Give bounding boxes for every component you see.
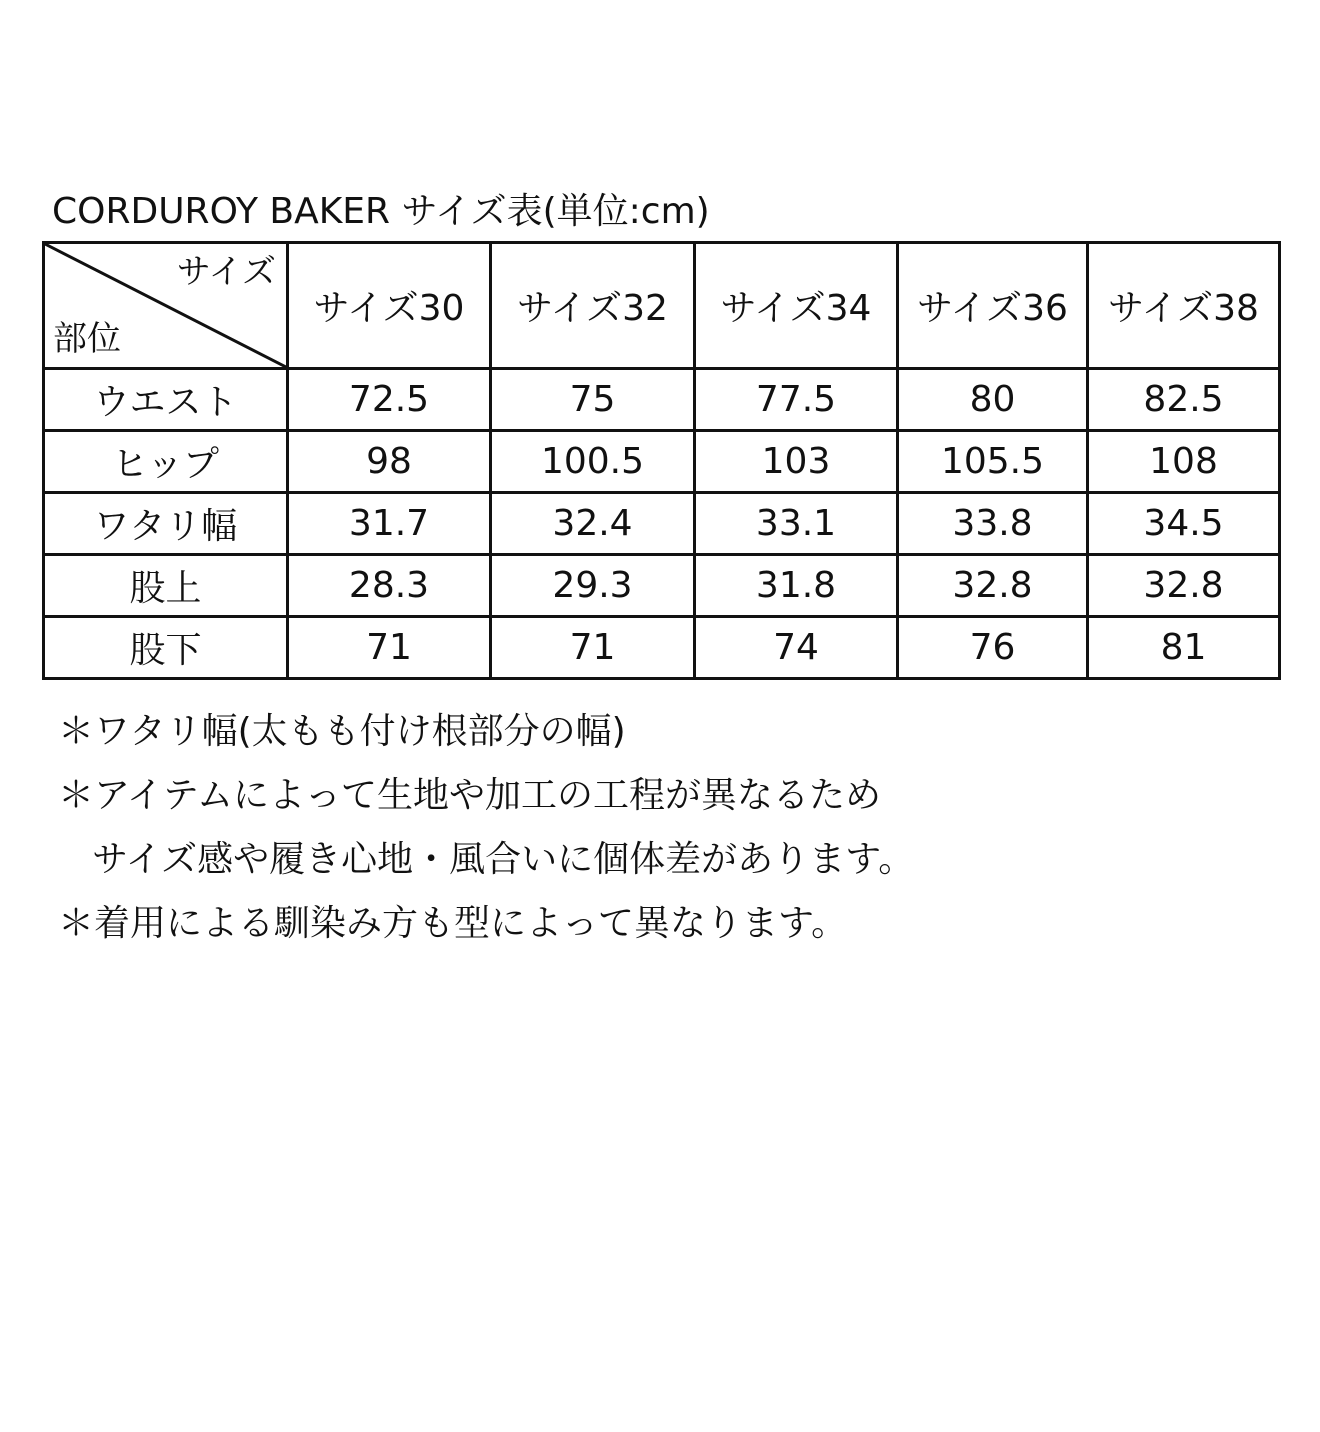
table-cell: 75: [491, 369, 695, 431]
column-header-size38: サイズ38: [1088, 243, 1280, 369]
row-label: ヒップ: [44, 431, 288, 493]
notes: [58, 700, 914, 956]
column-header-size32: サイズ32: [491, 243, 695, 369]
table-cell: 31.8: [695, 555, 898, 617]
row-label: 股上: [44, 555, 288, 617]
corner-part-label: 部位: [53, 319, 121, 359]
table-cell: 80: [898, 369, 1088, 431]
table-row-inseam: [44, 617, 1280, 679]
table-cell: 31.7: [288, 493, 491, 555]
table-cell: 103: [695, 431, 898, 493]
note-line: サイズ感や履き心地・風合いに個体差があります。: [92, 839, 915, 880]
note-line: ＊アイテムによって生地や加工の工程が異なるため: [58, 775, 881, 816]
row-label: ウエスト: [44, 369, 288, 431]
table-cell: 108: [1088, 431, 1280, 493]
size-table: [42, 241, 1281, 680]
table-cell: 29.3: [491, 555, 695, 617]
table-cell: 33.1: [695, 493, 898, 555]
row-label: ワタリ幅: [44, 493, 288, 555]
column-header-size36: サイズ36: [898, 243, 1088, 369]
table-cell: 105.5: [898, 431, 1088, 493]
table-row-rise: [44, 555, 1280, 617]
table-cell: 71: [288, 617, 491, 679]
row-label: 股下: [44, 617, 288, 679]
table-cell: 77.5: [695, 369, 898, 431]
table-cell: 32.8: [1088, 555, 1280, 617]
note-line: ＊ワタリ幅(太もも付け根部分の幅): [58, 711, 626, 752]
corner-size-label: サイズ: [176, 252, 276, 292]
page-title: CORDUROY BAKER サイズ表(単位:cm): [52, 191, 710, 232]
table-cell: 32.8: [898, 555, 1088, 617]
table-cell: 76: [898, 617, 1088, 679]
corner-header-cell: [44, 243, 288, 369]
table-row-thigh-width: [44, 493, 1280, 555]
table-cell: 82.5: [1088, 369, 1280, 431]
table-cell: 71: [491, 617, 695, 679]
table-cell: 98: [288, 431, 491, 493]
table-cell: 100.5: [491, 431, 695, 493]
table-cell: 33.8: [898, 493, 1088, 555]
table-cell: 28.3: [288, 555, 491, 617]
table-header-row: [44, 243, 1280, 369]
note-line: ＊着用による馴染み方も型によって異なります。: [58, 903, 848, 944]
table-cell: 72.5: [288, 369, 491, 431]
column-header-size30: サイズ30: [288, 243, 491, 369]
column-header-size34: サイズ34: [695, 243, 898, 369]
table-cell: 32.4: [491, 493, 695, 555]
table-row-hip: [44, 431, 1280, 493]
table-cell: 74: [695, 617, 898, 679]
table-cell: 81: [1088, 617, 1280, 679]
table-cell: 34.5: [1088, 493, 1280, 555]
table-row-waist: [44, 369, 1280, 431]
